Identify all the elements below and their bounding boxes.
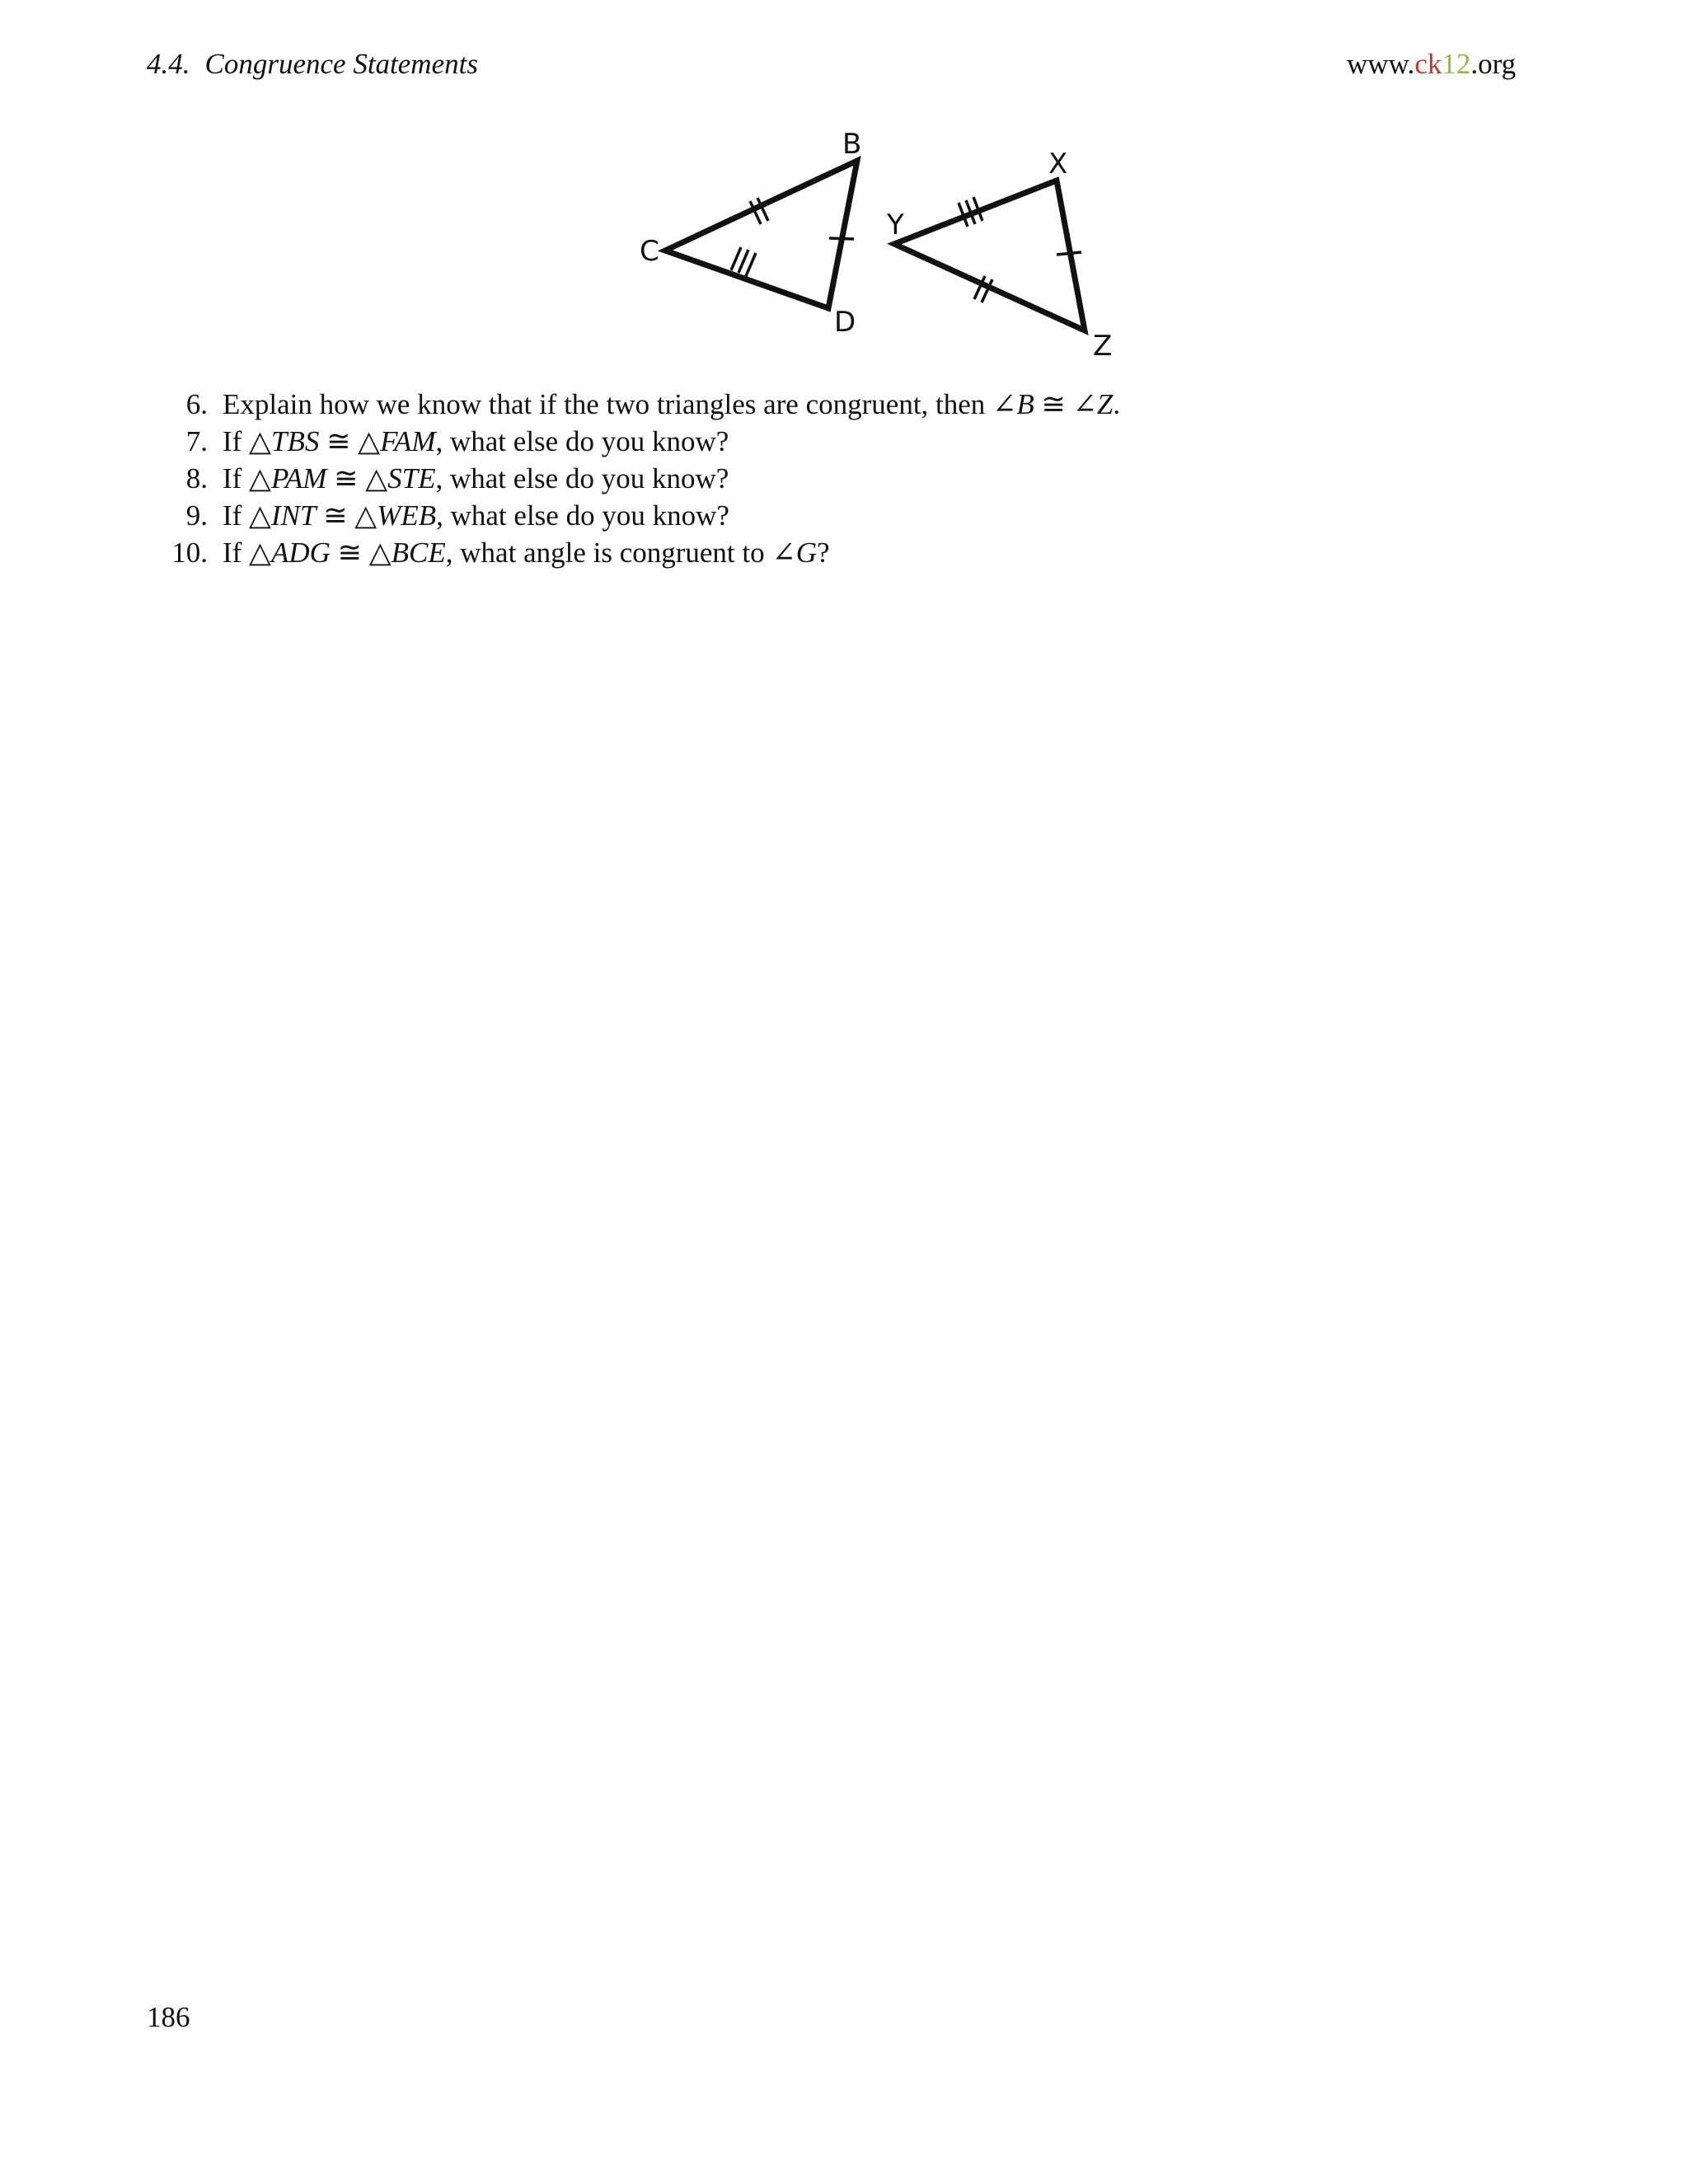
- question-text: ≅ △: [319, 425, 381, 457]
- vertex-label-d: D: [834, 306, 856, 339]
- triangle-bcd: [665, 161, 857, 308]
- question-text: , what angle is congruent to: [445, 537, 772, 569]
- question-text: ≅ △: [330, 537, 392, 569]
- question-item: [148, 534, 1385, 571]
- vertex-label-c: C: [640, 235, 659, 268]
- congruent-triangles-figure: [626, 122, 1137, 369]
- question-text: If △: [223, 499, 271, 532]
- running-header: [147, 48, 478, 81]
- question-text: If △: [223, 462, 271, 494]
- site-prefix: www.: [1347, 48, 1415, 80]
- section-title: Congruence Statements: [204, 48, 478, 80]
- question-number: 8.: [185, 462, 208, 494]
- question-item: [148, 423, 1385, 460]
- question-item: [148, 386, 1385, 423]
- vertex-label-y: Y: [887, 209, 904, 241]
- question-number: 10.: [171, 537, 208, 569]
- site-twelve: 12: [1442, 48, 1471, 80]
- vertex-label-z: Z: [1093, 330, 1113, 363]
- site-url: [1347, 48, 1516, 81]
- math-symbol: TBS: [270, 425, 320, 457]
- math-symbol: Z: [1096, 388, 1114, 420]
- question-text: If △: [223, 425, 271, 457]
- question-list: [148, 386, 1385, 571]
- question-number: 7.: [185, 425, 208, 457]
- question-text: .: [1113, 388, 1121, 420]
- question-text: ∠: [771, 537, 796, 569]
- math-symbol: STE: [387, 462, 436, 494]
- site-suffix: .org: [1470, 48, 1517, 80]
- question-text: , what else do you know?: [435, 425, 729, 457]
- math-symbol: WEB: [377, 499, 437, 532]
- vertex-label-x: X: [1048, 148, 1068, 180]
- question-number: 9.: [185, 499, 208, 532]
- question-text: ≅ △: [326, 462, 388, 494]
- question-text: , what else do you know?: [436, 499, 729, 532]
- question-text: Explain how we know that if the two triangles are congruent, then: [223, 388, 993, 420]
- question-text: ≅ △: [316, 499, 377, 532]
- question-text: ∠: [992, 388, 1017, 420]
- question-number: 6.: [185, 388, 208, 420]
- vertex-label-b: B: [842, 128, 862, 161]
- math-symbol: ADG: [270, 537, 331, 569]
- math-symbol: INT: [270, 499, 316, 532]
- section-number: 4.4.: [147, 48, 190, 80]
- math-symbol: B: [1016, 388, 1034, 420]
- triangle-xyz: [894, 180, 1085, 330]
- question-item: [148, 460, 1385, 497]
- question-text: ∠: [1072, 388, 1097, 420]
- question-text: ?: [817, 537, 830, 569]
- math-symbol: G: [795, 537, 817, 569]
- page-number: 186: [147, 2001, 190, 2033]
- math-symbol: BCE: [391, 537, 446, 569]
- question-text: ≅: [1034, 388, 1073, 420]
- question-item: [148, 497, 1385, 534]
- site-ck: ck: [1414, 48, 1442, 80]
- question-text: , what else do you know?: [435, 462, 729, 494]
- math-symbol: PAM: [270, 462, 327, 494]
- question-text: If △: [223, 537, 271, 569]
- math-symbol: FAM: [380, 425, 436, 457]
